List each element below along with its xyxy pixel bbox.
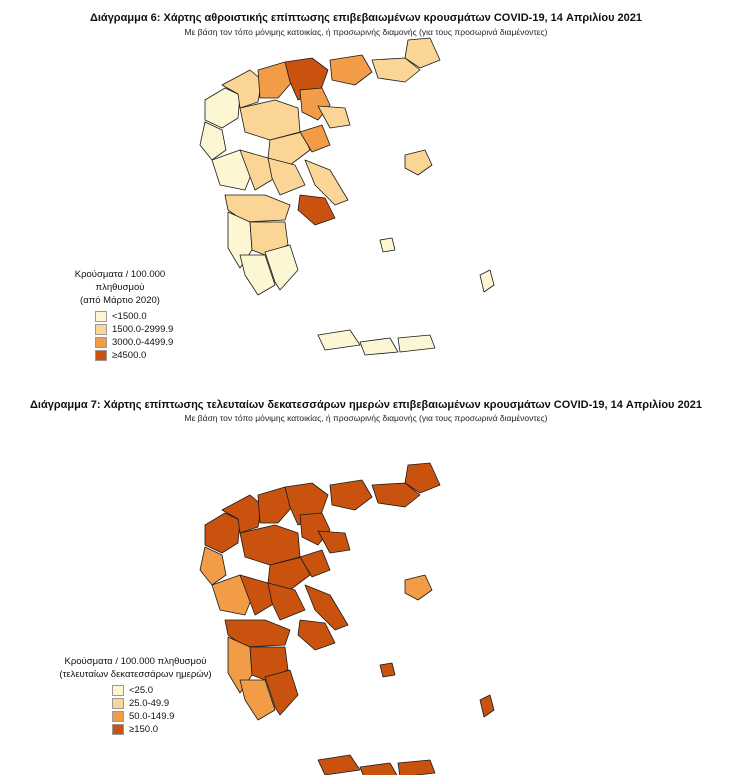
map2-legend-item xyxy=(112,685,223,696)
map1-legend-title xyxy=(55,268,185,307)
map1-legend-title-line2: (από Μάρτιο 2020) xyxy=(80,295,160,306)
map2-region-rhodes xyxy=(480,695,494,717)
map1-region-emac-w xyxy=(330,55,372,85)
map1-legend-item xyxy=(95,337,185,348)
map1-subtitle: Με βάση τον τόπο μόνιμης κατοικίας, ή προσωρινής διαμονής (για τους προσωρινά διαμένοντες) xyxy=(184,27,548,37)
map1-region-epirus-n xyxy=(205,88,240,128)
map1-region-crete-c xyxy=(360,338,398,355)
map2-legend-swatch xyxy=(112,698,124,709)
map2-region-emac-w xyxy=(330,480,372,510)
map2-legend xyxy=(48,655,223,737)
map2-region-cgr-e xyxy=(268,583,305,620)
map2-legend-label: 25.0-49.9 xyxy=(129,698,170,709)
map1-legend-title-line1: Κρούσματα / 100.000 πληθυσμού xyxy=(74,269,166,293)
map2-legend-label: <25.0 xyxy=(129,685,154,696)
map1-legend-label: 1500.0-2999.9 xyxy=(112,324,174,335)
map1-legend-label: 3000.0-4499.9 xyxy=(112,337,174,348)
map1-legend-item xyxy=(95,350,185,361)
map2-title: Διάγραμμα 7: Χάρτης επίπτωσης τελευταίων δεκατεσσάρων ημερών επιβεβαιωμένων κρουσμάτων COVID-19, 14 Απριλίου 2021 xyxy=(30,399,702,411)
map1-legend-swatch xyxy=(95,311,107,322)
map2-region-crete-c xyxy=(360,763,398,775)
map1-region-cyclades xyxy=(380,238,395,252)
map2-legend-item xyxy=(112,711,223,722)
map2-region-crete-w xyxy=(318,755,360,775)
map1-region-rhodes xyxy=(480,270,494,292)
map2-region-thess-n xyxy=(240,525,300,565)
map2-legend-item xyxy=(112,724,223,735)
map2-legend-swatch xyxy=(112,724,124,735)
map1-legend-swatch xyxy=(95,350,107,361)
map2-legend-title-line1: Κρούσματα / 100.000 πληθυσμού xyxy=(64,656,207,667)
map1-region-crete-e xyxy=(398,335,435,352)
map1-region-cgr-e xyxy=(268,158,305,195)
map2-legend-label: ≥150.0 xyxy=(129,724,158,735)
map2-region-epirus-n xyxy=(205,513,240,553)
map2-legend-title xyxy=(48,655,223,681)
map2-legend-item xyxy=(112,698,223,709)
map1-legend-label: ≥4500.0 xyxy=(112,350,147,361)
map2-region-crete-e xyxy=(398,760,435,775)
map1-legend-swatch xyxy=(95,324,107,335)
map2-legend-swatch xyxy=(112,711,124,722)
map1-legend-item xyxy=(95,311,185,322)
map1-region-chalk xyxy=(318,106,350,128)
map1-region-thess-n xyxy=(240,100,300,140)
map2-legend-label: 50.0-149.9 xyxy=(129,711,175,722)
map2-legend-title-line2: (τελευταίων δεκατεσσάρων ημερών) xyxy=(59,669,212,680)
map2-legend-swatch xyxy=(112,685,124,696)
map2-region-lesvos xyxy=(405,575,432,600)
map1-legend-item xyxy=(95,324,185,335)
map1-legend-label: <1500.0 xyxy=(112,311,147,322)
map1-legend-swatch xyxy=(95,337,107,348)
map1-title: Διάγραμμα 6: Χάρτης αθροιστικής επίπτωσης επιβεβαιωμένων κρουσμάτων COVID-19, 14 Απριλίου 2021 xyxy=(89,12,643,24)
map2-region-cyclades xyxy=(380,663,395,677)
map1-region-lesvos xyxy=(405,150,432,175)
map2-subtitle: Με βάση τον τόπο μόνιμης κατοικίας, ή προσωρινής διαμονής (για τους προσωρινά διαμένοντες) xyxy=(184,413,548,423)
map2-region-chalk xyxy=(318,531,350,553)
map1-legend xyxy=(55,268,185,363)
map1-region-crete-w xyxy=(318,330,360,350)
